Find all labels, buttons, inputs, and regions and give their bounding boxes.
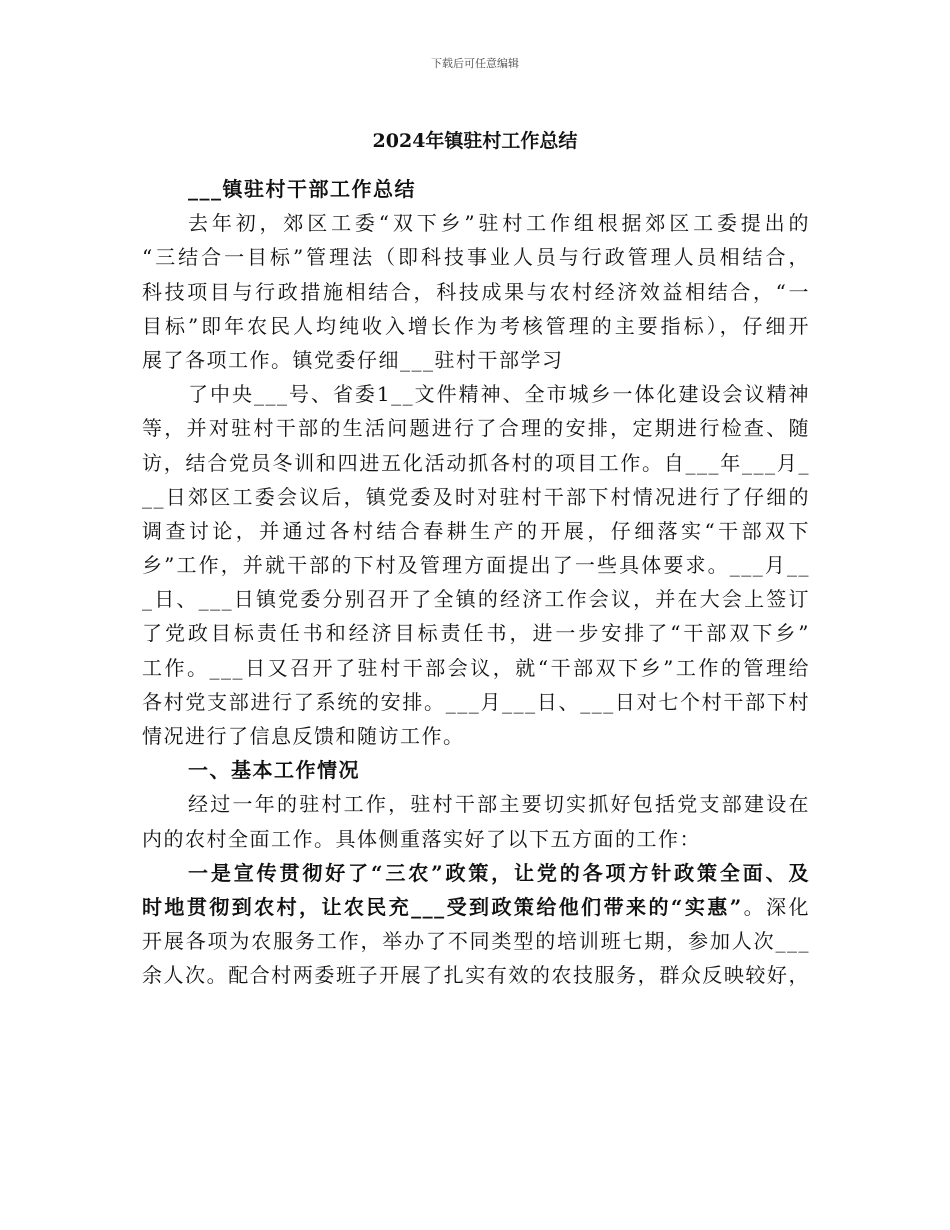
paragraph-line: 了党政目标责任书和经济目标责任书，进一步安排了“干部双下乡”	[142, 621, 810, 646]
body-lines	[142, 172, 810, 856]
paragraph-line: 情况进行了信息反馈和随访工作。	[142, 724, 465, 748]
paragraph-line: 工作。___日又召开了驻村干部会议，就“干部双下乡”工作的管理给	[142, 655, 810, 680]
paragraph-line: _日、___日镇党委分别召开了全镇的经济工作会议，并在大会上签订	[142, 587, 810, 612]
document-body	[142, 172, 810, 993]
paragraph-line: 内的农村全面工作。具体侧重落实好了以下五方面的工作：	[142, 826, 701, 851]
paragraph-line: 展了各项工作。镇党委仔细___驻村干部学习	[142, 347, 564, 372]
paragraph-line: 访，结合党员冬训和四进五化活动抓各村的项目工作。自___年___月_	[142, 450, 810, 475]
bold-text: 时地贯彻到农村，让农民充___受到政策给他们带来的“实惠”	[142, 894, 743, 919]
paragraph-line: 经过一年的驻村工作，驻村干部主要切实抓好包括党支部建设在	[188, 792, 810, 817]
paragraph-line: __日郊区工委会议后，镇党委及时对驻村干部下村情况进行了仔细的	[142, 484, 810, 509]
paragraph-line: “三结合一目标”管理法（即科技事业人员与行政管理人员相结合，	[142, 245, 810, 270]
paragraph-line: 调查讨论，并通过各村结合春耕生产的开展，仔细落实“干部双下	[142, 518, 810, 543]
paragraph-line: 余人次。配合村两委班子开展了扎实有效的农技服务，群众反映较好，	[142, 963, 810, 988]
paragraph-line	[142, 890, 810, 924]
paragraph-line: 科技项目与行政措施相结合，科技成果与农村经济效益相结合，“一	[142, 279, 810, 304]
paragraph-line: 去年初，郊区工委“双下乡”驻村工作组根据郊区工委提出的	[188, 211, 810, 236]
paragraph-line: 各村党支部进行了系统的安排。___月___日、___日对七个村干部下村	[142, 689, 810, 714]
plain-text: 。深化	[742, 894, 810, 919]
section-heading-line: ___镇驻村干部工作总结	[188, 177, 416, 201]
paragraph-line: 等，并对驻村干部的生活问题进行了合理的安排，定期进行检查、随	[142, 416, 810, 441]
paragraph-line: 了中央___号、省委1__文件精神、全市城乡一体化建设会议精神	[188, 382, 810, 407]
paragraph-line: 开展各项为农服务工作，举办了不同类型的培训班七期，参加人次___	[142, 929, 810, 954]
paragraph-line: 一是宣传贯彻好了“三农”政策，让党的各项方针政策全面、及	[188, 860, 810, 885]
paragraph-line: 目标”即年农民人均纯收入增长作为考核管理的主要指标），仔细开	[142, 313, 810, 338]
header-note: 下载后可任意编辑	[431, 57, 519, 70]
document-title: 2024年镇驻村工作总结	[372, 130, 578, 152]
section-heading-line: 一、基本工作情况	[188, 758, 360, 783]
paragraph-line: 乡”工作，并就干部的下村及管理方面提出了一些具体要求。___月__	[142, 553, 810, 578]
